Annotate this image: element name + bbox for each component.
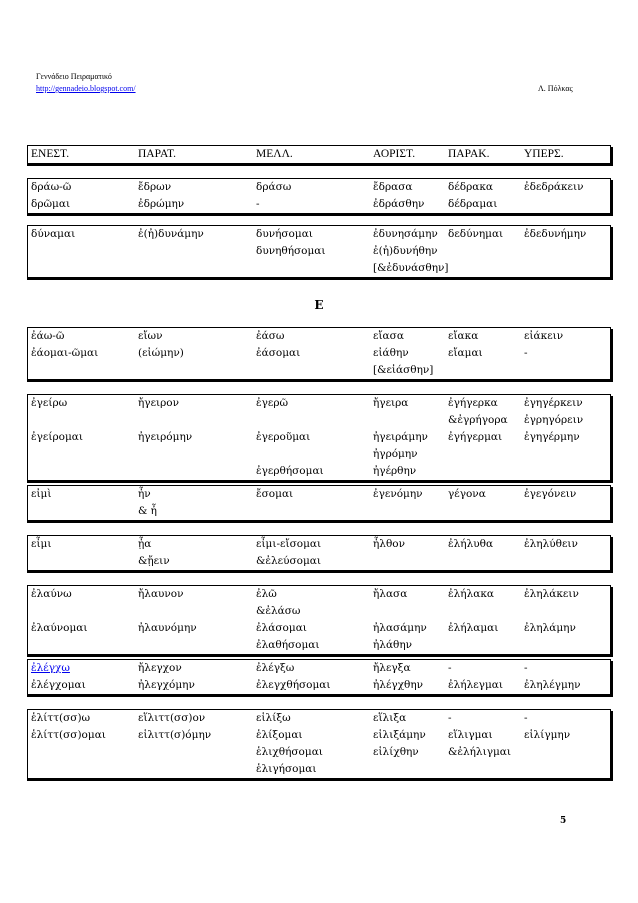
verb-form-cell: ἐλῶ: [256, 588, 277, 600]
verb-form-cell: εἱλίξω: [256, 712, 291, 724]
verb-form-cell: εἴων: [138, 330, 163, 342]
blog-link[interactable]: http://gennadeio.blogspot.com/: [36, 84, 136, 93]
verb-form-cell: ἐλαύνομαι: [31, 622, 88, 634]
verb-form-cell: εἵλιττ(σσ)ον: [138, 712, 206, 724]
verb-form-cell: ἔσομαι: [256, 488, 294, 500]
verb-form-cell: ἤλαυνον: [138, 588, 184, 600]
verb-form-cell: ἐλαύνω: [31, 588, 72, 600]
verb-form-cell: &ἐλήλιγμαι: [448, 746, 512, 758]
verb-form-cell: ἐληλάμην: [524, 622, 576, 634]
verb-form-row: [28, 710, 610, 727]
verb-form-cell: ἐάσομαι: [256, 347, 301, 359]
verb-form-cell: ἔδρασα: [373, 181, 413, 193]
verb-form-cell: ἐάομαι-ῶμαι: [31, 347, 99, 359]
verb-form-row: [28, 744, 610, 761]
verb-form-cell: δρῶμαι: [31, 198, 71, 210]
verb-form-row: [28, 727, 610, 744]
verb-form-cell: δέδρακα: [448, 181, 493, 193]
verb-group-box: [27, 585, 611, 655]
verb-form-cell: -: [256, 198, 260, 210]
verb-form-cell: ἐλήλακα: [448, 588, 494, 600]
verb-form-cell: ἐγενόμην: [373, 488, 423, 500]
verb-group-box: [27, 394, 611, 481]
verb-form-cell: ἠγρόμην: [373, 448, 418, 460]
verb-form-row: [28, 463, 610, 480]
verb-form-cell: ἠγειρόμην: [138, 431, 193, 443]
verb-form-cell: ἤλεγχον: [138, 662, 182, 674]
verb-form-cell: εἱλίχθην: [373, 746, 419, 758]
verb-form-cell: ἑλίξομαι: [256, 729, 303, 741]
verb-form-row: [28, 226, 610, 243]
verb-form-cell: ἠλέγχθην: [373, 679, 424, 691]
verb-form-cell: -: [524, 662, 528, 674]
verb-form-cell: ἤλεγξα: [373, 662, 411, 674]
column-header: ΠΑΡΑΤ.: [138, 148, 177, 160]
verb-form-cell: ἑλιγήσομαι: [256, 763, 317, 775]
verb-form-cell: [&εἰάσθην]: [373, 364, 434, 376]
verb-group-box: [27, 709, 611, 779]
verb-form-cell: ἐδυνησάμην: [373, 228, 438, 240]
verb-group-box: [27, 659, 611, 695]
verb-form-cell: -: [524, 347, 528, 359]
verb-form-cell: ἐδεδράκειν: [524, 181, 584, 193]
verb-form-cell: γέγονα: [448, 488, 486, 500]
verb-form-cell: ἤγειρον: [138, 397, 180, 409]
verb-form-row: [28, 620, 610, 637]
verb-form-cell: εἴαμαι: [448, 347, 483, 359]
verb-form-cell: δράσω: [256, 181, 292, 193]
verb-form-row: [28, 586, 610, 603]
column-header: ΑΟΡΙΣΤ.: [373, 148, 416, 160]
verb-form-cell: ἐληλύθειν: [524, 538, 578, 550]
verb-form-row: [28, 637, 610, 654]
verb-form-row: [28, 536, 610, 553]
verb-form-row: [28, 503, 610, 520]
verb-form-cell: [&ἐδυνάσθην]: [373, 262, 449, 274]
verb-group-box: [27, 178, 611, 214]
verb-form-cell: ἐγείρομαι: [31, 431, 83, 443]
column-header: ΕΝΕΣΤ.: [31, 148, 70, 160]
verb-form-row: [28, 429, 610, 446]
verb-form-cell: ἦν: [138, 488, 151, 500]
verb-group-box: [27, 225, 611, 278]
verb-form-cell: ἐδεδυνήμην: [524, 228, 587, 240]
page-number: 5: [560, 816, 567, 826]
verb-form-row: [28, 196, 610, 213]
verb-form-row: [28, 243, 610, 260]
verb-link[interactable]: ἐλέγχω: [31, 662, 70, 674]
verb-form-cell: εἱλιξάμην: [373, 729, 426, 741]
verb-form-cell: &ἐλεύσομαι: [256, 555, 321, 567]
section-letter: Ε: [314, 298, 324, 312]
verb-form-row: [28, 395, 610, 412]
verb-form-cell: εἶμι-εἴσομαι: [256, 538, 322, 550]
verb-form-cell: ἐάω-ῶ: [31, 330, 65, 342]
column-header: ΥΠΕΡΣ.: [524, 148, 564, 160]
verb-form-cell: ἐγεροῦμαι: [256, 431, 311, 443]
verb-form-cell: ἑλίττ(σσ)ομαι: [31, 729, 106, 741]
verb-form-row: [28, 412, 610, 429]
verb-form-cell: ἐγεγόνειν: [524, 488, 577, 500]
verb-form-cell: ἠλαυνόμην: [138, 622, 197, 634]
verb-form-cell: -: [448, 662, 452, 674]
verb-form-cell: ἐάσω: [256, 330, 285, 342]
verb-form-cell: ἐγερθήσομαι: [256, 465, 324, 477]
verb-form-cell: ἐδρώμην: [138, 198, 185, 210]
verb-form-cell: ἦλθον: [373, 538, 405, 550]
verb-form-cell: ἤλασα: [373, 588, 408, 600]
verb-form-cell: ἐλέγξω: [256, 662, 295, 674]
verb-form-cell: ἐγερῶ: [256, 397, 289, 409]
verb-form-cell: ἠγέρθην: [373, 465, 417, 477]
verb-form-row: [28, 345, 610, 362]
verb-form-cell: εἶμι: [31, 538, 52, 550]
verb-form-row: [28, 446, 610, 463]
verb-form-cell: ἐληλέγμην: [524, 679, 581, 691]
verb-form-row: [28, 553, 610, 570]
verb-form-cell: -: [448, 712, 452, 724]
verb-group-box: [27, 485, 611, 521]
verb-form-row: [28, 761, 610, 778]
verb-form-cell: ἐγηγέρμην: [524, 431, 580, 443]
verb-form-row: [28, 362, 610, 379]
verb-form-cell: εἴακα: [448, 330, 479, 342]
verb-form-cell: ἠγειράμην: [373, 431, 428, 443]
verb-form-cell: ἐλάσομαι: [256, 622, 307, 634]
verb-form-cell: δυνηθήσομαι: [256, 245, 326, 257]
verb-form-cell: εἰάθην: [373, 347, 409, 359]
verb-form-cell: (εἰώμην): [138, 347, 184, 359]
verb-form-cell: -: [524, 712, 528, 724]
verb-form-cell: εἰμὶ: [31, 488, 52, 500]
verb-form-cell: ἐλήλυθα: [448, 538, 494, 550]
verb-form-cell: ἑλίττ(σσ)ω: [31, 712, 91, 724]
column-header-row: [28, 146, 610, 163]
column-header: ΠΑΡΑΚ.: [448, 148, 490, 160]
verb-form-cell: δράω-ῶ: [31, 181, 72, 193]
verb-form-cell: ἑλιχθήσομαι: [256, 746, 323, 758]
verb-form-row: [28, 660, 610, 677]
verb-form-cell: ἐγήγερκα: [448, 397, 498, 409]
verb-form-cell: ἐλεγχθήσομαι: [256, 679, 331, 691]
verb-form-cell: εἵλιγμαι: [448, 729, 493, 741]
verb-form-cell: ἐ(ἠ)δυνάμην: [138, 228, 204, 240]
verb-form-cell: &ᾔειν: [138, 555, 170, 567]
verb-form-cell: δέδραμαι: [448, 198, 498, 210]
verb-form-row: [28, 486, 610, 503]
verb-group-box: [27, 535, 611, 571]
verb-form-cell: ἐλέγχομαι: [31, 679, 86, 691]
verb-form-cell: ἐλήλαμαι: [448, 622, 499, 634]
verb-form-cell: ἐ(ἠ)δυνήθην: [373, 245, 438, 257]
verb-form-cell: ἐδράσθην: [373, 198, 425, 210]
verb-form-cell: δεδύνημαι: [448, 228, 504, 240]
verb-form-cell: ἐλαθήσομαι: [256, 639, 320, 651]
verb-form-row: [28, 328, 610, 345]
verb-form-cell: ἐγείρω: [31, 397, 68, 409]
verb-form-cell: δυνήσομαι: [256, 228, 313, 240]
verb-form-cell: εἱλιττ(σ)όμην: [138, 729, 212, 741]
author-name: Λ. Πόλκας: [538, 84, 573, 93]
verb-form-row: [28, 260, 610, 277]
verb-form-cell: ἠλάθην: [373, 639, 413, 651]
verb-form-cell: ἠλεγχόμην: [138, 679, 195, 691]
verb-form-cell: δύναμαι: [31, 228, 76, 240]
verb-form-cell: ἐγρηγόρειν: [524, 414, 584, 426]
verb-form-cell: ἐγήγερμαι: [448, 431, 503, 443]
verb-form-cell: ἐγηγέρκειν: [524, 397, 583, 409]
verb-form-cell: ἐλήλεγμαι: [448, 679, 503, 691]
verb-form-cell: εἰάκειν: [524, 330, 564, 342]
verb-form-cell: &ἐλάσω: [256, 605, 301, 617]
verb-form-cell: ἔδρων: [138, 181, 172, 193]
verb-form-cell: & ἦ: [138, 505, 157, 517]
verb-form-cell: εἱλίγμην: [524, 729, 571, 741]
verb-form-cell: &ἐγρήγορα: [448, 414, 508, 426]
verb-form-cell: ἤγειρα: [373, 397, 409, 409]
verb-form-row: [28, 677, 610, 694]
verb-form-cell: εἴασα: [373, 330, 404, 342]
verb-form-cell: ἐληλάκειν: [524, 588, 579, 600]
verb-form-cell: ἠλασάμην: [373, 622, 427, 634]
verb-form-row: [28, 603, 610, 620]
column-header-box: [27, 145, 611, 164]
verb-group-box: [27, 327, 611, 380]
verb-form-row: [28, 179, 610, 196]
verb-form-cell: εἵλιξα: [373, 712, 407, 724]
verb-form-cell: ᾖα: [138, 538, 152, 550]
site-title: Γεννάδειο Πειραματικό: [36, 72, 112, 81]
column-header: ΜΕΛΛ.: [256, 148, 293, 160]
